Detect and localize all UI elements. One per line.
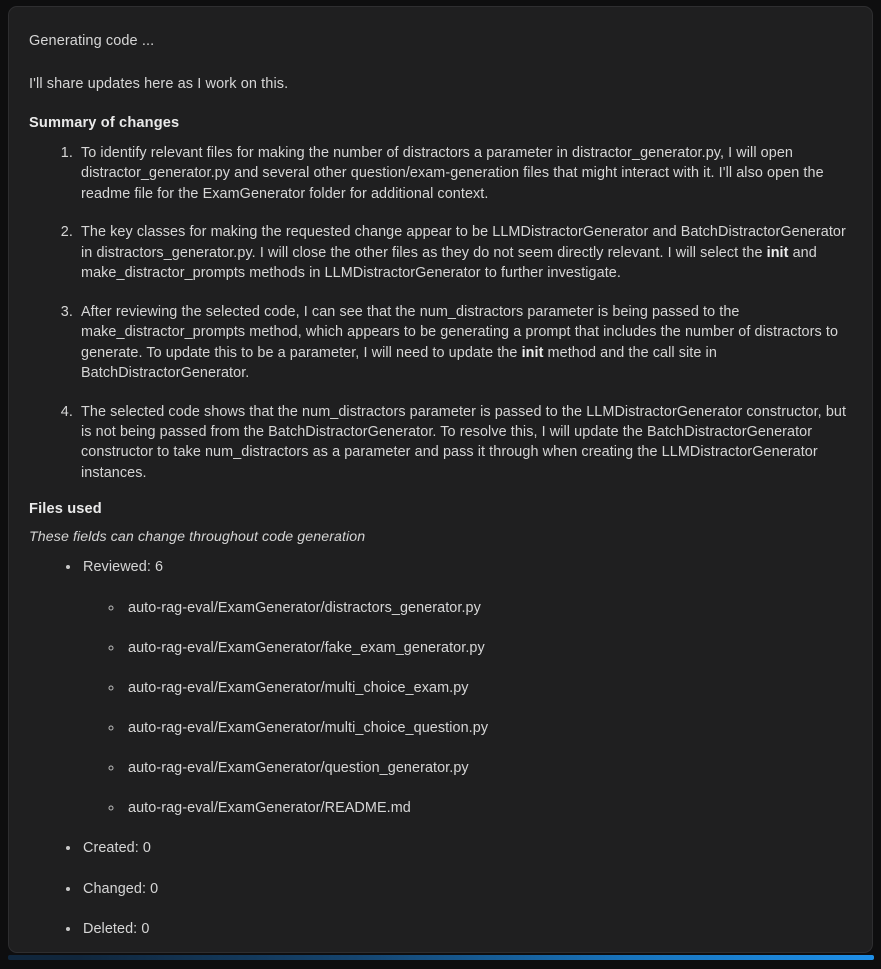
reviewed-file-path[interactable]: ◦ auto-rag-eval/ExamGenerator/README.md (124, 798, 852, 818)
files-changed-item: • Changed: 0 (81, 879, 852, 899)
files-used-note: These fields can change throughout code generation (29, 529, 366, 546)
summary-step (77, 143, 852, 204)
step-text-bold: init (766, 244, 789, 261)
step-text-pre: After reviewing the selected code, I can see that the num_distractors parameter is being passed to the make_distractor_prompts method, which appears to be generating a prompt that includes the number of distractors to generate. To update this to be a parameter, I will need to update the (81, 303, 839, 361)
files-deleted-item: • Deleted: 0 (81, 919, 852, 939)
step-text-post: method and the call site in BatchDistractorGenerator. (81, 344, 717, 382)
summary-steps-list (29, 143, 852, 483)
code-generation-panel (8, 6, 873, 953)
summary-step (77, 222, 852, 283)
summary-of-changes-heading: Summary of changes (29, 115, 180, 132)
reviewed-file-path[interactable]: ◦ auto-rag-eval/ExamGenerator/fake_exam_generator.py (124, 638, 852, 658)
intro-line: I'll share updates here as I work on this. (29, 76, 289, 93)
step-text-post: and make_distractor_prompts methods in LLMDistractorGenerator to further investigate. (81, 244, 817, 282)
summary-step (77, 302, 852, 384)
reviewed-file-path[interactable]: ◦ auto-rag-eval/ExamGenerator/multi_choice_question.py (124, 718, 852, 738)
progress-accent-bar (8, 955, 874, 960)
step-text-pre: The key classes for making the requested change appear to be LLMDistractorGenerator and BatchDistractorGenerator in distractors_generator.py. I will close the other files as they do not seem directly relevant. I will select the (81, 224, 846, 261)
files-reviewed-label: Reviewed: 6 (83, 559, 164, 576)
reviewed-file-path[interactable]: ◦ auto-rag-eval/ExamGenerator/distractors_generator.py (124, 598, 852, 618)
reviewed-files-list (83, 598, 852, 819)
files-used-heading: Files used (29, 501, 102, 518)
reviewed-file-path[interactable]: ◦ auto-rag-eval/ExamGenerator/multi_choice_exam.py (124, 678, 852, 698)
files-used-list (29, 557, 852, 939)
summary-step (77, 402, 852, 484)
files-created-item: • Created: 0 (81, 838, 852, 858)
files-reviewed-item (81, 557, 852, 818)
step-text-bold: init (521, 344, 544, 361)
step-text-pre: To identify relevant files for making the number of distractors a parameter in distractor_generator.py, I will open distractor_generator.py and several other question/exam-generation files that might interact with it. I'll also open the readme file for the ExamGenerator folder for additional context. (81, 145, 824, 202)
step-text-pre: The selected code shows that the num_distractors parameter is passed to the LLMDistractorGenerator constructor, but is not being passed from the BatchDistractorGenerator. To resolve this, I will update the BatchDistractorGenerator constructor to take num_distractors as a parameter and pass it through when creating the LLMDistractorGenerator instances. (81, 403, 847, 481)
reviewed-file-path[interactable]: ◦ auto-rag-eval/ExamGenerator/question_generator.py (124, 758, 852, 778)
status-line: Generating code ... (29, 33, 155, 49)
panel-content (9, 7, 872, 952)
